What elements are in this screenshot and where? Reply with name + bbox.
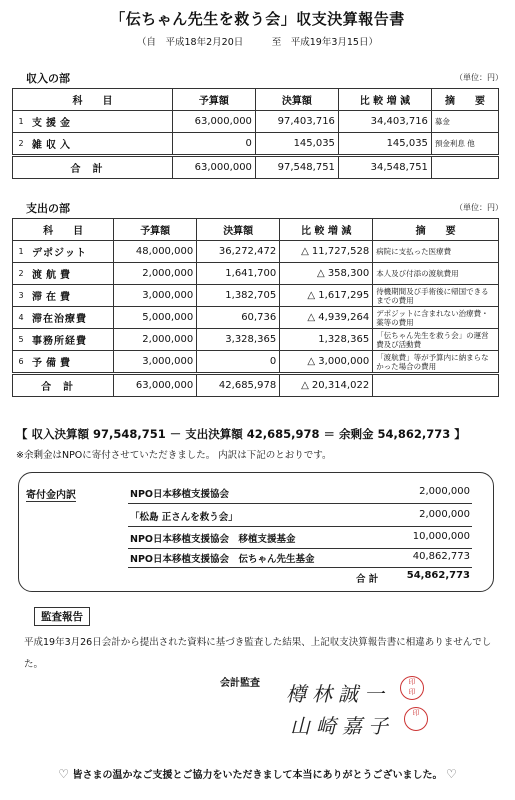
seal-stamp-icon: 印 印 bbox=[400, 676, 424, 700]
row-no: 5 bbox=[13, 329, 30, 351]
row-diff: △ 358,300 bbox=[280, 263, 373, 285]
heart-icon: ♡ bbox=[58, 767, 70, 781]
row-diff: △ 4,939,264 bbox=[280, 307, 373, 329]
total-diff: △ 20,314,022 bbox=[280, 374, 373, 397]
col-item: 科 目 bbox=[13, 219, 114, 241]
row-no: 2 bbox=[13, 133, 30, 156]
row-remarks: 預金利息 他 bbox=[431, 133, 498, 156]
col-diff: 比 較 増 減 bbox=[338, 89, 431, 111]
row-diff: 1,328,365 bbox=[280, 329, 373, 351]
total-remarks bbox=[373, 374, 499, 397]
page-title: 「伝ちゃん先生を救う会」収支決算報告書 bbox=[110, 10, 405, 28]
total-budget: 63,000,000 bbox=[114, 374, 197, 397]
expense-table bbox=[12, 218, 499, 397]
donation-name: NPO日本移植支援協会 bbox=[130, 489, 229, 500]
total-actual: 42,685,978 bbox=[197, 374, 280, 397]
table-row bbox=[13, 351, 499, 374]
col-diff: 比 較 増 減 bbox=[280, 219, 373, 241]
surplus-note: ※余剰金はNPOに寄付させていただきました。 内訳は下記のとおりです。 bbox=[16, 450, 332, 461]
donation-label: 寄付金内訳 bbox=[26, 486, 76, 502]
row-actual: 60,736 bbox=[197, 307, 280, 329]
expense-header-row bbox=[13, 219, 499, 241]
audit-text: 平成19年3月26日会計から提出された資料に基づき監査した結果、上記収支決算報告書に相違ありませんでした。 bbox=[24, 637, 492, 670]
row-no: 2 bbox=[13, 263, 30, 285]
col-item: 科 目 bbox=[13, 89, 173, 111]
closing-text: 皆さまの温かなご支援とご協力をいただきまして本当にありがとうございました。 bbox=[72, 770, 443, 781]
table-row bbox=[13, 133, 499, 156]
row-remarks: 本人及び付添の渡航費用 bbox=[373, 263, 499, 285]
donation-total: 54,862,773 bbox=[406, 570, 470, 581]
total-remarks bbox=[431, 156, 498, 179]
row-budget: 3,000,000 bbox=[114, 285, 197, 307]
total-actual: 97,548,751 bbox=[255, 156, 338, 179]
donation-amount: 2,000,000 bbox=[419, 509, 470, 520]
report-period: （自 平成18年2月20日 至 平成19年3月15日） bbox=[137, 37, 378, 48]
total-diff: 34,548,751 bbox=[338, 156, 431, 179]
row-diff: △ 1,617,295 bbox=[280, 285, 373, 307]
col-actual: 決算額 bbox=[197, 219, 280, 241]
balance-summary: 【 収入決算額 97,548,751 － 支出決算額 42,685,978 ＝ 余剰金 54,862,773 】 bbox=[16, 427, 466, 441]
total-label: 合計 bbox=[13, 156, 173, 179]
audit-label: 監査報告 bbox=[34, 607, 90, 626]
income-header-row bbox=[13, 89, 499, 111]
heart-icon: ♡ bbox=[445, 767, 457, 781]
donation-name: NPO日本移植支援協会 伝ちゃん先生基金 bbox=[130, 554, 315, 565]
income-table bbox=[12, 88, 499, 179]
donation-divider bbox=[128, 548, 472, 549]
row-item: 予備費 bbox=[29, 351, 114, 374]
donation-total-label: 合 計 bbox=[356, 574, 379, 585]
total-budget: 63,000,000 bbox=[172, 156, 255, 179]
signature-2: 山崎嘉子 bbox=[290, 714, 394, 738]
row-budget: 3,000,000 bbox=[114, 351, 197, 374]
row-remarks: デポジットに含まれない治療費・薬等の費用 bbox=[373, 307, 499, 329]
table-row bbox=[13, 329, 499, 351]
row-item: 滞在費 bbox=[29, 285, 114, 307]
row-item: 渡航費 bbox=[29, 263, 114, 285]
donation-name: NPO日本移植支援協会 移植支援基金 bbox=[130, 534, 296, 545]
row-no: 1 bbox=[13, 111, 30, 133]
income-heading: 収入の部 bbox=[26, 72, 70, 85]
row-no: 6 bbox=[13, 351, 30, 374]
seal-stamp-icon: 印 bbox=[404, 707, 428, 731]
table-row bbox=[13, 111, 499, 133]
table-row bbox=[13, 263, 499, 285]
row-item: デポジット bbox=[29, 241, 114, 263]
auditor-label: 会計監査 bbox=[220, 678, 260, 689]
row-actual: 0 bbox=[197, 351, 280, 374]
donation-amount: 2,000,000 bbox=[419, 486, 470, 497]
row-no: 4 bbox=[13, 307, 30, 329]
row-diff: △ 3,000,000 bbox=[280, 351, 373, 374]
row-item: 支援金 bbox=[29, 111, 172, 133]
row-budget: 2,000,000 bbox=[114, 329, 197, 351]
row-remarks: 待機期間及び手術後に帰国できるまでの費用 bbox=[373, 285, 499, 307]
income-total-row bbox=[13, 156, 499, 179]
row-budget: 0 bbox=[172, 133, 255, 156]
expense-unit: （単位：円） bbox=[455, 203, 503, 212]
row-remarks: 募金 bbox=[431, 111, 498, 133]
closing-message bbox=[0, 766, 515, 781]
signature-1: 樽林誠一 bbox=[286, 682, 390, 706]
table-row bbox=[13, 285, 499, 307]
row-actual: 97,403,716 bbox=[255, 111, 338, 133]
row-no: 1 bbox=[13, 241, 30, 263]
donation-divider bbox=[128, 567, 472, 568]
row-budget: 63,000,000 bbox=[172, 111, 255, 133]
donation-divider bbox=[128, 503, 472, 504]
row-remarks: 「渡航費」等が予算内に納まらなかった場合の費用 bbox=[373, 351, 499, 374]
donation-amount: 10,000,000 bbox=[412, 531, 470, 542]
row-remarks: 病院に支払った医療費 bbox=[373, 241, 499, 263]
donation-name: 「松島 正さんを救う会」 bbox=[130, 512, 238, 523]
donation-amount: 40,862,773 bbox=[412, 551, 470, 562]
row-no: 3 bbox=[13, 285, 30, 307]
row-item: 滞在治療費 bbox=[29, 307, 114, 329]
row-actual: 3,328,365 bbox=[197, 329, 280, 351]
table-row bbox=[13, 307, 499, 329]
row-budget: 5,000,000 bbox=[114, 307, 197, 329]
col-budget: 予算額 bbox=[172, 89, 255, 111]
total-label: 合計 bbox=[13, 374, 114, 397]
col-remarks: 摘 要 bbox=[431, 89, 498, 111]
income-unit: （単位：円） bbox=[455, 73, 503, 82]
row-budget: 2,000,000 bbox=[114, 263, 197, 285]
col-budget: 予算額 bbox=[114, 219, 197, 241]
row-actual: 1,641,700 bbox=[197, 263, 280, 285]
row-actual: 36,272,472 bbox=[197, 241, 280, 263]
table-row bbox=[13, 241, 499, 263]
donation-divider bbox=[128, 526, 472, 527]
expense-total-row bbox=[13, 374, 499, 397]
row-diff: △ 11,727,528 bbox=[280, 241, 373, 263]
row-actual: 145,035 bbox=[255, 133, 338, 156]
expense-heading: 支出の部 bbox=[26, 202, 70, 215]
col-remarks: 摘 要 bbox=[373, 219, 499, 241]
row-diff: 145,035 bbox=[338, 133, 431, 156]
row-actual: 1,382,705 bbox=[197, 285, 280, 307]
row-item: 雑収入 bbox=[29, 133, 172, 156]
row-budget: 48,000,000 bbox=[114, 241, 197, 263]
row-item: 事務所経費 bbox=[29, 329, 114, 351]
row-remarks: 「伝ちゃん先生を救う会」の運営費及び活動費 bbox=[373, 329, 499, 351]
col-actual: 決算額 bbox=[255, 89, 338, 111]
row-diff: 34,403,716 bbox=[338, 111, 431, 133]
